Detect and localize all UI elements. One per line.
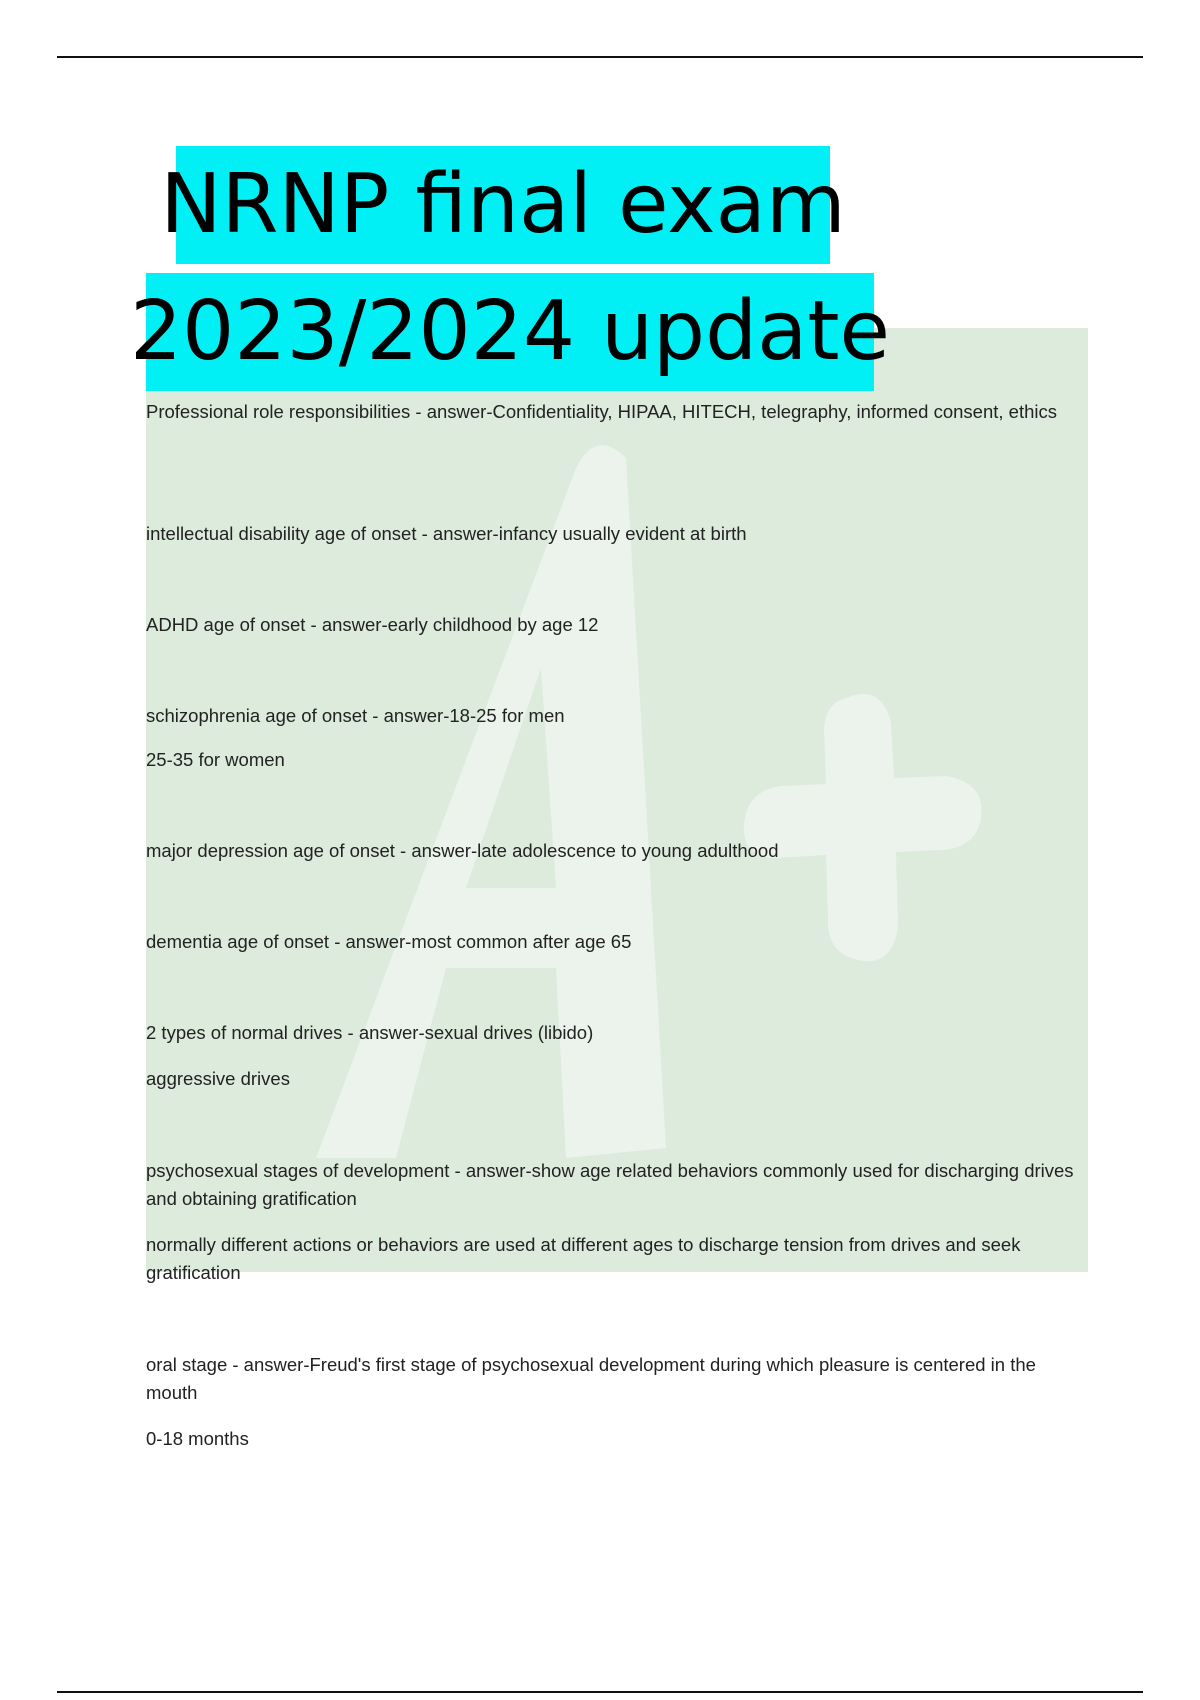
paragraph: aggressive drives [146, 1068, 290, 1089]
paragraph: ADHD age of onset - answer-early childhood by age 12 [146, 614, 599, 635]
paragraph: oral stage - answer-Freud's first stage of psychosexual development during which pleasure is centered in the mouth [146, 1354, 1036, 1403]
paragraph: 2 types of normal drives - answer-sexual drives (libido) [146, 1022, 594, 1043]
paragraph: normally different actions or behaviors are used at different ages to discharge tension from drives and seek gratification [146, 1234, 1021, 1283]
document-title-line-1: NRNP final exam [176, 146, 830, 264]
paragraph: dementia age of onset - answer-most common after age 65 [146, 931, 632, 952]
paragraph: 0-18 months [146, 1428, 249, 1449]
paragraph: major depression age of onset - answer-late adolescence to young adulthood [146, 840, 779, 861]
paragraph: schizophrenia age of onset - answer-18-25 for men [146, 705, 565, 726]
paragraph: psychosexual stages of development - answer-show age related behaviors commonly used for discharging drives and obtaining gratification [146, 1160, 1074, 1209]
header-rule [57, 56, 1143, 58]
document-title-line-2: 2023/2024 update [146, 273, 874, 391]
paragraph: Professional role responsibilities - answer-Confidentiality, HIPAA, HITECH, telegraphy, informed consent, ethics [146, 401, 1057, 422]
footer-rule [57, 1691, 1143, 1693]
paragraph: 25-35 for women [146, 749, 285, 770]
paragraph: intellectual disability age of onset - answer-infancy usually evident at birth [146, 523, 747, 544]
a-plus-grade-icon [146, 328, 1088, 1272]
